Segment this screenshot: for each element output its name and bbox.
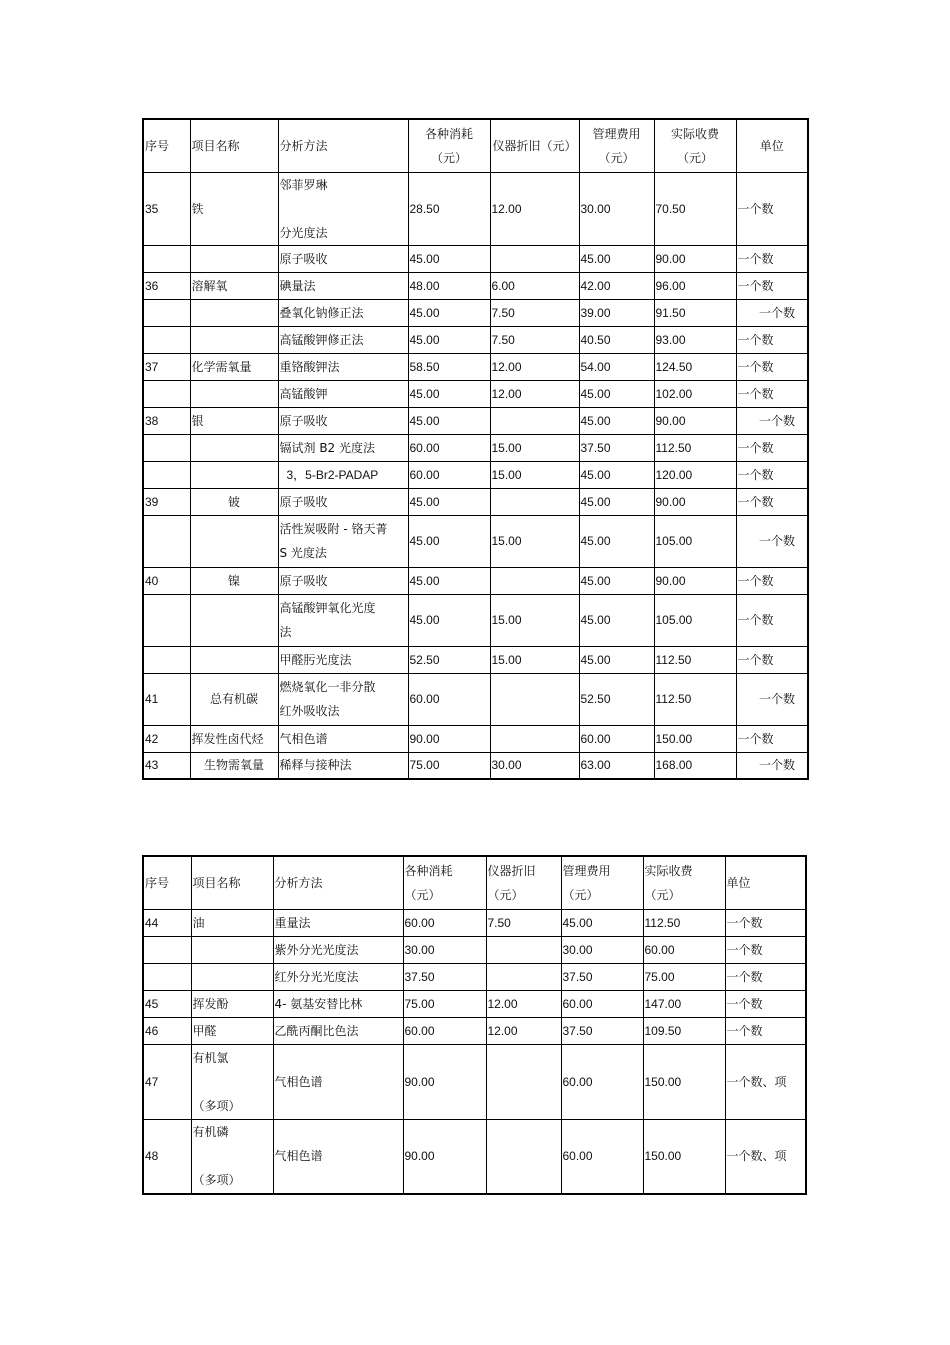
cell-actual: 124.50 xyxy=(654,353,736,380)
header-consume-line1: 各种消耗 xyxy=(404,863,453,878)
cell-unit: 一个数 xyxy=(736,488,808,515)
header-item: 项目名称 xyxy=(191,856,273,909)
cell-method-line1: 燃烧氧化一非分散 xyxy=(279,680,376,694)
table-row xyxy=(143,353,808,380)
cell-actual: 150.00 xyxy=(643,1119,725,1194)
cell-consume: 45.00 xyxy=(408,594,490,646)
cell-unit: 一个数 xyxy=(736,434,808,461)
cell-actual: 102.00 xyxy=(654,380,736,407)
cell-unit: 一个数、项 xyxy=(725,1044,806,1119)
cell-unit: 一个数 xyxy=(725,990,806,1017)
cell-consume: 75.00 xyxy=(408,752,490,779)
cell-actual: 105.00 xyxy=(654,515,736,567)
header-admin xyxy=(579,119,654,172)
cell-unit: 一个数 xyxy=(736,299,808,326)
header-consume xyxy=(408,119,490,172)
cell-item: 铍 xyxy=(190,488,278,515)
cell-method-line1: 邻菲罗琳 xyxy=(279,177,328,192)
cell-seq xyxy=(143,594,190,646)
cell-admin: 40.50 xyxy=(579,326,654,353)
cell-actual: 96.00 xyxy=(654,272,736,299)
cell-consume: 45.00 xyxy=(408,515,490,567)
cell-admin: 63.00 xyxy=(579,752,654,779)
cell-admin: 60.00 xyxy=(561,990,643,1017)
cell-depreciation: 15.00 xyxy=(490,646,579,673)
header-actual-line1: 实际收费 xyxy=(670,126,719,141)
table-row xyxy=(143,272,808,299)
cell-item-line1: 有机氯 xyxy=(192,1050,229,1065)
cell-depreciation xyxy=(490,245,579,272)
header-item: 项目名称 xyxy=(190,119,278,172)
table-row xyxy=(143,725,808,752)
cell-consume: 90.00 xyxy=(408,725,490,752)
table-row xyxy=(143,245,808,272)
cell-item-line2: （多项） xyxy=(192,1173,241,1188)
cell-unit: 一个数 xyxy=(736,272,808,299)
cell-item xyxy=(190,299,278,326)
cell-unit: 一个数 xyxy=(736,380,808,407)
cell-actual: 147.00 xyxy=(643,990,725,1017)
cell-actual: 60.00 xyxy=(643,936,725,963)
cell-item: 生物需氧量 xyxy=(190,752,278,779)
header-actual-line1: 实际收费 xyxy=(644,863,693,878)
cell-method xyxy=(278,673,408,725)
cell-admin: 45.00 xyxy=(579,380,654,407)
cell-unit: 一个数 xyxy=(725,909,806,936)
cell-actual: 70.50 xyxy=(654,172,736,245)
cell-actual: 150.00 xyxy=(643,1044,725,1119)
cell-consume: 45.00 xyxy=(408,567,490,594)
cell-depreciation: 7.50 xyxy=(490,299,579,326)
cell-admin: 45.00 xyxy=(579,488,654,515)
cell-method xyxy=(278,594,408,646)
cell-method-line2: 红外吸收法 xyxy=(279,704,340,718)
cell-consume: 45.00 xyxy=(408,326,490,353)
table-row xyxy=(143,752,808,779)
cell-method: 紫外分光光度法 xyxy=(273,936,403,963)
table-row xyxy=(143,299,808,326)
header-admin-line2: （元） xyxy=(562,887,599,902)
cell-unit: 一个数 xyxy=(736,752,808,779)
cell-admin: 45.00 xyxy=(579,407,654,434)
table-row xyxy=(143,515,808,567)
cell-actual: 91.50 xyxy=(654,299,736,326)
cell-seq xyxy=(143,380,190,407)
cell-consume: 52.50 xyxy=(408,646,490,673)
header-consume xyxy=(403,856,486,909)
cell-seq: 36 xyxy=(143,272,190,299)
cell-item xyxy=(190,434,278,461)
cell-admin: 45.00 xyxy=(579,594,654,646)
cell-unit: 一个数 xyxy=(736,326,808,353)
cell-seq: 40 xyxy=(143,567,190,594)
cell-method: 4- 氨基安替比林 xyxy=(273,990,403,1017)
cell-method: 乙酰丙酮比色法 xyxy=(273,1017,403,1044)
cell-method: 气相色谱 xyxy=(273,1044,403,1119)
cell-method-line1: 活性炭吸附 - 铬天菁 xyxy=(279,522,388,536)
cell-depreciation: 30.00 xyxy=(490,752,579,779)
cell-consume: 75.00 xyxy=(403,990,486,1017)
cell-depreciation: 7.50 xyxy=(490,326,579,353)
cell-unit: 一个数 xyxy=(736,245,808,272)
cell-unit: 一个数 xyxy=(736,646,808,673)
cell-item: 总有机碳 xyxy=(190,673,278,725)
cell-seq: 48 xyxy=(143,1119,191,1194)
cell-depreciation: 12.00 xyxy=(486,1017,561,1044)
cell-consume: 58.50 xyxy=(408,353,490,380)
cell-admin: 45.00 xyxy=(579,646,654,673)
cell-seq xyxy=(143,326,190,353)
cell-actual: 112.50 xyxy=(643,909,725,936)
cell-method-line2: 分光度法 xyxy=(279,225,328,240)
cell-item: 银 xyxy=(190,407,278,434)
cell-actual: 112.50 xyxy=(654,646,736,673)
table-row xyxy=(143,673,808,725)
cell-consume: 45.00 xyxy=(408,245,490,272)
header-admin xyxy=(561,856,643,909)
fee-table-1 xyxy=(142,118,809,780)
cell-seq xyxy=(143,434,190,461)
cell-unit: 一个数、项 xyxy=(725,1119,806,1194)
table-row xyxy=(143,1044,806,1119)
cell-admin: 45.00 xyxy=(579,461,654,488)
cell-seq: 47 xyxy=(143,1044,191,1119)
cell-actual: 90.00 xyxy=(654,407,736,434)
cell-actual: 75.00 xyxy=(643,963,725,990)
cell-method: 甲醛肟光度法 xyxy=(278,646,408,673)
header-admin-line2: （元） xyxy=(598,150,635,165)
cell-actual: 109.50 xyxy=(643,1017,725,1044)
cell-item: 甲醛 xyxy=(191,1017,273,1044)
cell-admin: 54.00 xyxy=(579,353,654,380)
cell-actual: 168.00 xyxy=(654,752,736,779)
cell-consume: 28.50 xyxy=(408,172,490,245)
cell-item xyxy=(191,1119,273,1194)
cell-item: 镍 xyxy=(190,567,278,594)
cell-seq xyxy=(143,245,190,272)
table-row xyxy=(143,488,808,515)
cell-seq: 44 xyxy=(143,909,191,936)
header-unit: 单位 xyxy=(725,856,806,909)
cell-admin: 45.00 xyxy=(579,567,654,594)
header-depreciation-line2: （元） xyxy=(487,887,524,902)
cell-depreciation: 15.00 xyxy=(490,594,579,646)
cell-consume: 60.00 xyxy=(408,434,490,461)
cell-unit: 一个数 xyxy=(736,567,808,594)
cell-depreciation xyxy=(490,567,579,594)
cell-unit: 一个数 xyxy=(736,172,808,245)
cell-item xyxy=(190,461,278,488)
cell-unit: 一个数 xyxy=(736,594,808,646)
cell-admin: 45.00 xyxy=(561,909,643,936)
cell-seq xyxy=(143,963,191,990)
cell-seq: 35 xyxy=(143,172,190,245)
cell-method: 原子吸收 xyxy=(278,488,408,515)
cell-actual: 90.00 xyxy=(654,488,736,515)
cell-depreciation: 6.00 xyxy=(490,272,579,299)
cell-actual: 90.00 xyxy=(654,567,736,594)
cell-depreciation: 15.00 xyxy=(490,515,579,567)
cell-actual: 150.00 xyxy=(654,725,736,752)
cell-consume: 45.00 xyxy=(408,488,490,515)
cell-actual: 112.50 xyxy=(654,434,736,461)
table-row xyxy=(143,380,808,407)
cell-unit: 一个数 xyxy=(736,461,808,488)
cell-depreciation: 7.50 xyxy=(486,909,561,936)
cell-method-line2: 法 xyxy=(279,625,292,639)
table-row xyxy=(143,646,808,673)
table-header-row xyxy=(143,856,806,909)
cell-consume: 48.00 xyxy=(408,272,490,299)
header-actual xyxy=(654,119,736,172)
cell-method xyxy=(278,515,408,567)
table-row xyxy=(143,407,808,434)
cell-method: 稀释与接种法 xyxy=(278,752,408,779)
header-depreciation xyxy=(486,856,561,909)
cell-method: 重量法 xyxy=(273,909,403,936)
cell-actual: 90.00 xyxy=(654,245,736,272)
cell-depreciation xyxy=(486,1119,561,1194)
header-seq: 序号 xyxy=(143,119,190,172)
cell-item-line1: 有机磷 xyxy=(192,1125,229,1140)
table-row xyxy=(143,461,808,488)
cell-item: 铁 xyxy=(190,172,278,245)
cell-admin: 60.00 xyxy=(561,1044,643,1119)
cell-item xyxy=(190,594,278,646)
cell-actual: 112.50 xyxy=(654,673,736,725)
cell-item: 化学需氧量 xyxy=(190,353,278,380)
cell-admin: 30.00 xyxy=(579,172,654,245)
cell-method: 高锰酸钾修正法 xyxy=(278,326,408,353)
table-row xyxy=(143,567,808,594)
table-row xyxy=(143,594,808,646)
table-row xyxy=(143,936,806,963)
header-admin-line1: 管理费用 xyxy=(562,863,611,878)
cell-seq: 38 xyxy=(143,407,190,434)
header-actual-line2: （元） xyxy=(644,887,681,902)
cell-item xyxy=(191,936,273,963)
cell-depreciation xyxy=(486,963,561,990)
cell-consume: 60.00 xyxy=(408,673,490,725)
table-row xyxy=(143,1119,806,1194)
cell-unit: 一个数 xyxy=(736,673,808,725)
cell-admin: 60.00 xyxy=(579,725,654,752)
table-header-row xyxy=(143,119,808,172)
cell-depreciation: 12.00 xyxy=(486,990,561,1017)
cell-depreciation: 12.00 xyxy=(490,380,579,407)
header-consume-line2: （元） xyxy=(430,150,467,165)
cell-method-line2: S 光度法 xyxy=(279,546,327,560)
header-actual xyxy=(643,856,725,909)
cell-seq: 37 xyxy=(143,353,190,380)
cell-depreciation: 15.00 xyxy=(490,434,579,461)
header-method: 分析方法 xyxy=(278,119,408,172)
cell-method: 重铬酸钾法 xyxy=(278,353,408,380)
cell-unit: 一个数 xyxy=(725,1017,806,1044)
cell-depreciation xyxy=(486,936,561,963)
cell-item xyxy=(190,326,278,353)
cell-item xyxy=(190,380,278,407)
cell-admin: 37.50 xyxy=(579,434,654,461)
cell-admin: 37.50 xyxy=(561,1017,643,1044)
cell-consume: 45.00 xyxy=(408,299,490,326)
cell-item: 挥发性卤代烃 xyxy=(190,725,278,752)
header-method: 分析方法 xyxy=(273,856,403,909)
cell-consume: 60.00 xyxy=(408,461,490,488)
cell-seq: 39 xyxy=(143,488,190,515)
cell-depreciation: 12.00 xyxy=(490,172,579,245)
cell-method: 镉试剂 B2 光度法 xyxy=(278,434,408,461)
cell-consume: 30.00 xyxy=(403,936,486,963)
cell-seq xyxy=(143,515,190,567)
cell-consume: 60.00 xyxy=(403,1017,486,1044)
cell-seq: 43 xyxy=(143,752,190,779)
cell-actual: 105.00 xyxy=(654,594,736,646)
cell-method: 碘量法 xyxy=(278,272,408,299)
cell-method: 原子吸收 xyxy=(278,567,408,594)
table-row xyxy=(143,172,808,245)
header-consume-line2: （元） xyxy=(404,887,441,902)
header-consume-line1: 各种消耗 xyxy=(424,126,473,141)
cell-consume: 60.00 xyxy=(403,909,486,936)
cell-consume: 37.50 xyxy=(403,963,486,990)
cell-depreciation xyxy=(490,673,579,725)
cell-admin: 52.50 xyxy=(579,673,654,725)
cell-admin: 39.00 xyxy=(579,299,654,326)
cell-admin: 42.00 xyxy=(579,272,654,299)
cell-admin: 30.00 xyxy=(561,936,643,963)
table-row xyxy=(143,909,806,936)
cell-seq xyxy=(143,461,190,488)
header-depreciation: 仪器折旧（元） xyxy=(490,119,579,172)
cell-admin: 45.00 xyxy=(579,515,654,567)
header-depreciation-line1: 仪器折旧 xyxy=(487,863,536,878)
cell-method: 红外分光光度法 xyxy=(273,963,403,990)
cell-item-line2: （多项） xyxy=(192,1098,241,1113)
cell-method: 原子吸收 xyxy=(278,407,408,434)
cell-unit: 一个数 xyxy=(725,936,806,963)
cell-method: 3，5-Br2-PADAP xyxy=(278,461,408,488)
cell-item: 溶解氧 xyxy=(190,272,278,299)
cell-unit: 一个数 xyxy=(736,353,808,380)
cell-seq xyxy=(143,936,191,963)
cell-method: 气相色谱 xyxy=(273,1119,403,1194)
cell-admin: 37.50 xyxy=(561,963,643,990)
cell-seq xyxy=(143,646,190,673)
cell-seq: 42 xyxy=(143,725,190,752)
cell-depreciation xyxy=(490,407,579,434)
cell-consume: 45.00 xyxy=(408,407,490,434)
cell-unit: 一个数 xyxy=(725,963,806,990)
cell-consume: 90.00 xyxy=(403,1044,486,1119)
cell-item xyxy=(191,963,273,990)
table-row xyxy=(143,326,808,353)
cell-item xyxy=(191,1044,273,1119)
cell-item xyxy=(190,515,278,567)
cell-item: 油 xyxy=(191,909,273,936)
cell-method xyxy=(278,172,408,245)
table-row xyxy=(143,963,806,990)
header-admin-line1: 管理费用 xyxy=(592,126,641,141)
cell-consume: 90.00 xyxy=(403,1119,486,1194)
header-unit: 单位 xyxy=(736,119,808,172)
cell-depreciation xyxy=(490,725,579,752)
cell-unit: 一个数 xyxy=(736,407,808,434)
table-row xyxy=(143,434,808,461)
cell-actual: 93.00 xyxy=(654,326,736,353)
cell-method: 气相色谱 xyxy=(278,725,408,752)
cell-depreciation: 15.00 xyxy=(490,461,579,488)
cell-unit: 一个数 xyxy=(736,725,808,752)
cell-depreciation: 12.00 xyxy=(490,353,579,380)
cell-seq: 46 xyxy=(143,1017,191,1044)
table-row xyxy=(143,1017,806,1044)
cell-unit: 一个数 xyxy=(736,515,808,567)
cell-method: 原子吸收 xyxy=(278,245,408,272)
cell-actual: 120.00 xyxy=(654,461,736,488)
cell-admin: 45.00 xyxy=(579,245,654,272)
table-row xyxy=(143,990,806,1017)
cell-item xyxy=(190,245,278,272)
fee-table-2 xyxy=(142,855,807,1195)
cell-method: 叠氧化钠修正法 xyxy=(278,299,408,326)
cell-depreciation xyxy=(486,1044,561,1119)
cell-seq xyxy=(143,299,190,326)
header-seq: 序号 xyxy=(143,856,191,909)
cell-depreciation xyxy=(490,488,579,515)
cell-method-line1: 高锰酸钾氧化光度 xyxy=(279,601,376,615)
cell-seq: 45 xyxy=(143,990,191,1017)
cell-admin: 60.00 xyxy=(561,1119,643,1194)
cell-seq: 41 xyxy=(143,673,190,725)
cell-item: 挥发酚 xyxy=(191,990,273,1017)
cell-item xyxy=(190,646,278,673)
cell-consume: 45.00 xyxy=(408,380,490,407)
cell-method: 高锰酸钾 xyxy=(278,380,408,407)
header-actual-line2: （元） xyxy=(676,150,713,165)
